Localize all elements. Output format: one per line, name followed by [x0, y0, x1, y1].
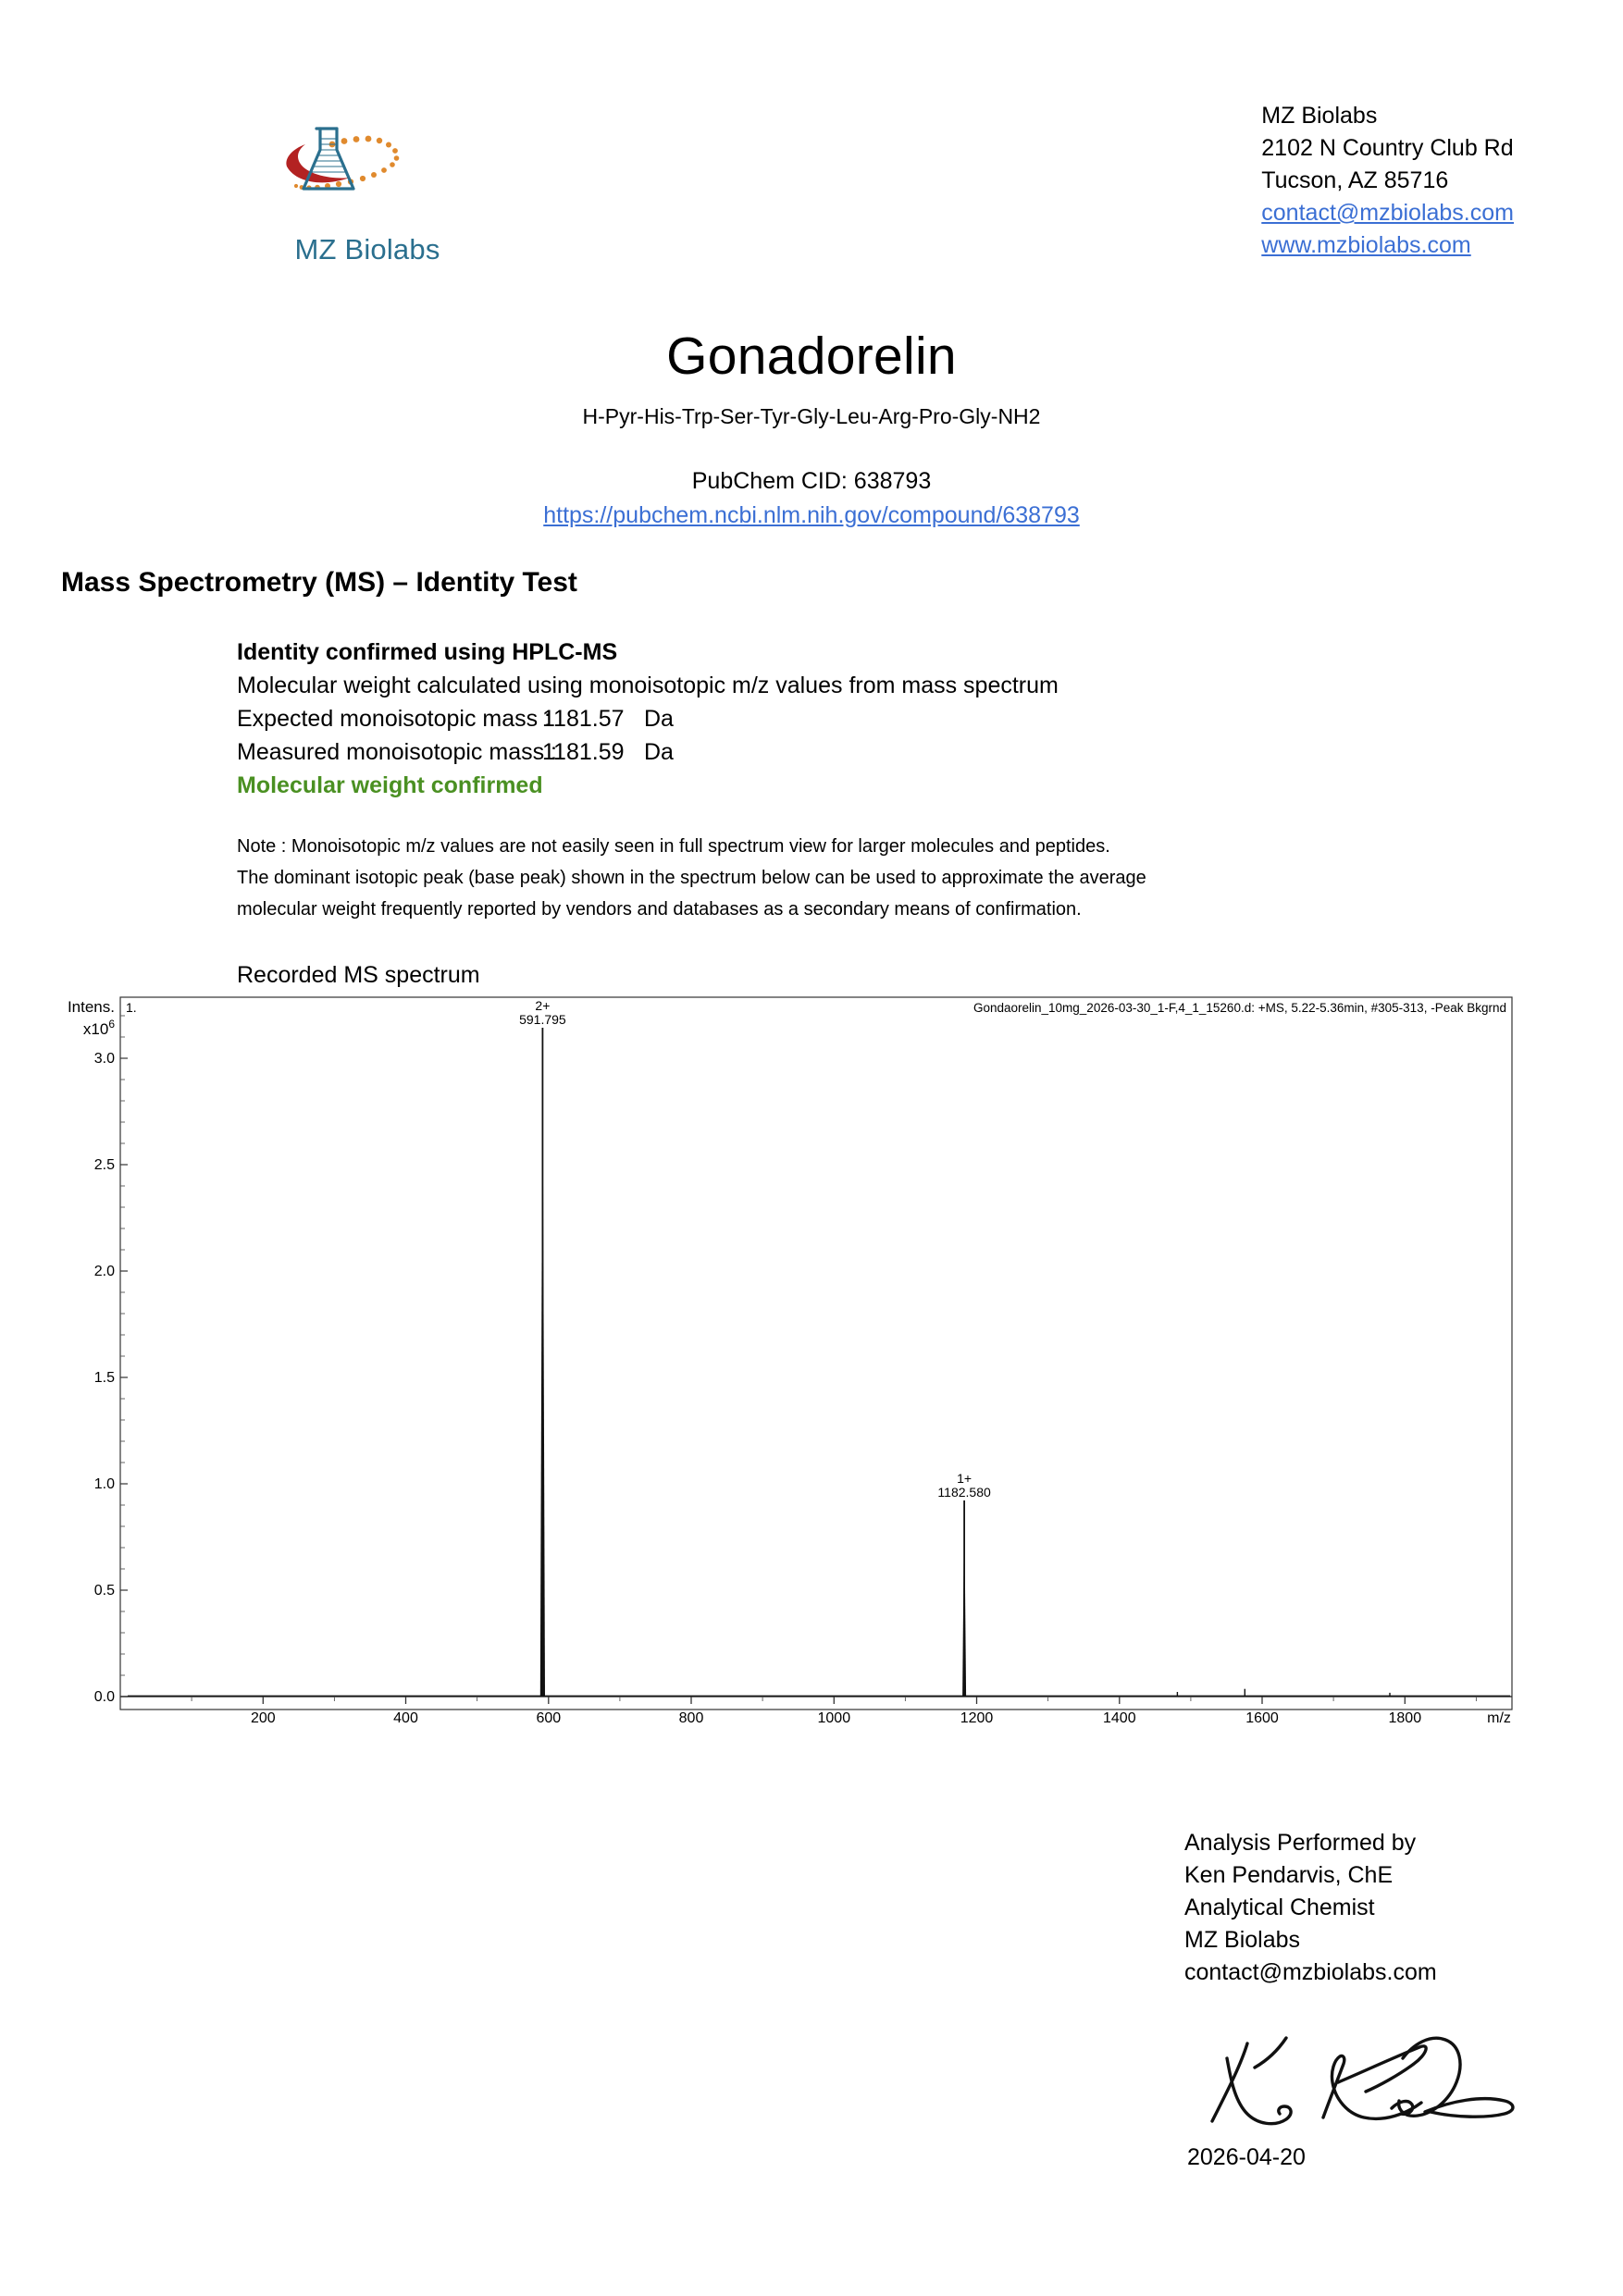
peak-charge-label: 2+ — [535, 998, 551, 1013]
pubchem-cid: PubChem CID: 638793 — [691, 468, 932, 494]
analyst-email: contact@mzbiolabs.com — [1184, 1959, 1437, 1985]
company-street: 2102 N Country Club Rd — [1261, 135, 1514, 161]
expected-mass-label: Expected monoisotopic mass : — [237, 706, 551, 732]
y-tick-label: 0.5 — [93, 1583, 115, 1599]
x-axis-label: m/z — [1487, 1710, 1511, 1726]
signature-date: 2026-04-20 — [1187, 2144, 1306, 2170]
chart-corner-label: 1. — [126, 1000, 137, 1015]
peak-mz-label: 591.795 — [519, 1012, 566, 1027]
company-logo — [242, 118, 492, 266]
chart-run-annotation: Gondaorelin_10mg_2026-03-30_1-F,4_1_15260.d: +MS, 5.22-5.36min, #305-313, -Peak Bkgrnd — [973, 1001, 1506, 1015]
y-tick-label: 2.5 — [93, 1157, 115, 1173]
x-tick-label: 800 — [678, 1710, 704, 1726]
y-tick-label: 1.5 — [93, 1370, 115, 1386]
peak-mz-label: 1182.580 — [937, 1485, 991, 1500]
analysis-signoff-block — [1184, 1827, 1437, 1989]
y-tick-label: 0.0 — [93, 1689, 115, 1705]
confirmation-status: Molecular weight confirmed — [237, 772, 543, 798]
x-tick-label: 200 — [250, 1710, 276, 1726]
performed-by-label: Analysis Performed by — [1184, 1830, 1417, 1856]
plot-frame — [120, 997, 1512, 1710]
measured-mass-label: Measured monoisotopic mass : — [237, 739, 557, 765]
company-city-state-zip: Tucson, AZ 85716 — [1261, 167, 1449, 193]
x-tick-label: 1400 — [1103, 1710, 1136, 1726]
y-tick-label: 1.0 — [93, 1476, 115, 1492]
analyst-organization: MZ Biolabs — [1184, 1927, 1301, 1953]
y-tick-label: 2.0 — [93, 1264, 115, 1279]
peptide-sequence: H-Pyr-His-Trp-Ser-Tyr-Gly-Leu-Arg-Pro-Gly-NH2 — [582, 404, 1041, 428]
identity-results-block — [237, 636, 1347, 802]
y-axis-unit: $x10^6$ — [82, 1018, 115, 1038]
note-block — [237, 831, 1329, 925]
analyst-name: Ken Pendarvis, ChE — [1184, 1862, 1394, 1888]
logo-wordmark: MZ Biolabs — [294, 233, 440, 265]
handwritten-signature — [1194, 2003, 1527, 2132]
note-line-2: The dominant isotopic peak (base peak) shown in the spectrum below can be used to approximate the average — [237, 868, 1146, 888]
y-tick-label: 3.0 — [93, 1051, 115, 1067]
measured-mass-unit: Da — [644, 739, 674, 765]
ms-spectrum-chart — [57, 992, 1519, 1732]
ms-spectrum-svg — [57, 992, 1519, 1732]
pubchem-url-link[interactable]: https://pubchem.ncbi.nlm.nih.gov/compound/638793 — [543, 502, 1080, 528]
y-axis-label: Intens. — [67, 998, 115, 1016]
flask-logo-icon — [279, 118, 455, 229]
company-website-link[interactable]: www.mzbiolabs.com — [1261, 232, 1471, 258]
x-tick-label: 1600 — [1245, 1710, 1279, 1726]
page-title: Gonadorelin — [666, 327, 957, 386]
note-line-1: Note : Monoisotopic m/z values are not easily seen in full spectrum view for larger molecules and peptides. — [237, 836, 1110, 857]
note-line-3: molecular weight frequently reported by vendors and databases as a secondary means of confirmation. — [237, 899, 1082, 920]
x-tick-label: 600 — [536, 1710, 562, 1726]
x-tick-label: 400 — [393, 1710, 418, 1726]
measured-mass-value: 1181.59 — [542, 739, 625, 765]
company-email-link[interactable]: contact@mzbiolabs.com — [1261, 200, 1514, 226]
measured-mass-row — [237, 735, 1347, 769]
company-name: MZ Biolabs — [1261, 103, 1378, 129]
spectrum-caption: Recorded MS spectrum — [237, 962, 480, 988]
section-heading: Mass Spectrometry (MS) – Identity Test — [61, 567, 577, 598]
expected-mass-value: 1181.57 — [542, 706, 625, 732]
y-tick-labels — [94, 1051, 115, 1705]
x-tick-label: 1200 — [960, 1710, 994, 1726]
peak-charge-label: 1+ — [957, 1471, 973, 1486]
identity-headline: Identity confirmed using HPLC-MS — [237, 639, 618, 665]
x-tick-labels — [251, 1710, 1421, 1726]
x-tick-label: 1000 — [817, 1710, 851, 1726]
expected-mass-unit: Da — [644, 706, 674, 732]
identity-method-line: Molecular weight calculated using monoisotopic m/z values from mass spectrum — [237, 673, 1059, 698]
company-address-block — [1261, 100, 1514, 262]
expected-mass-row — [237, 702, 1347, 735]
x-tick-label: 1800 — [1388, 1710, 1422, 1726]
analyst-title: Analytical Chemist — [1184, 1895, 1375, 1920]
